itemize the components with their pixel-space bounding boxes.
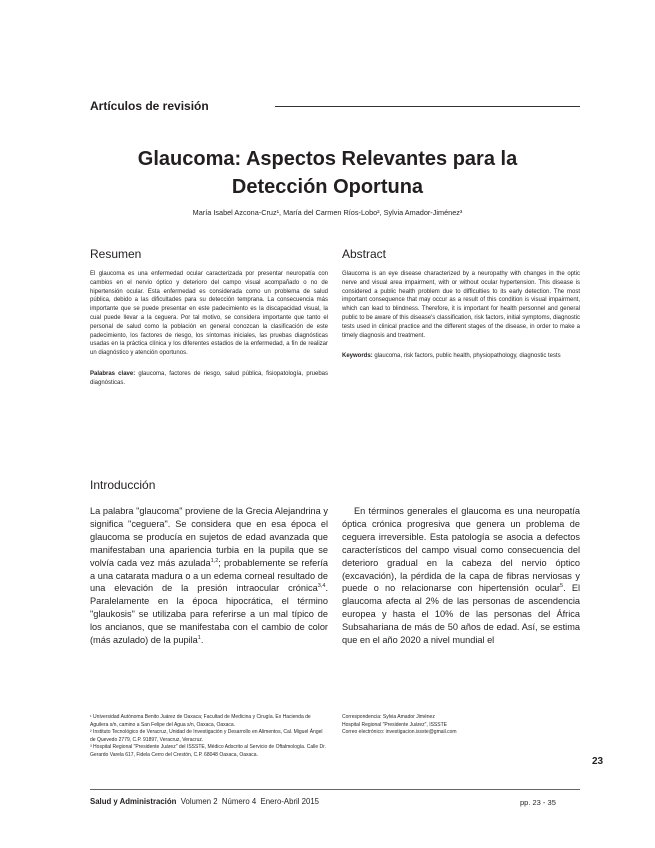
intro-heading: Introducción <box>90 478 156 492</box>
header-rule <box>275 106 580 107</box>
resumen-text: El glaucoma es una enfermedad ocular caracterizada por presentar neuropatía con cambios en el nervio óptico y deterioro del campo visual acompañado o no de hipertensión ocular. Esta enfermedad es considerada como un problema de salud pública, debido a las dificultades para su detección temprana. La consecuencia más importante que se puede presentar en este padecimiento es la discapacidad visual, la cual puede llevar a la ceguera. Por tal motivo, se considera importante que tanto el personal de salud como la población en general conozcan la clasificación de este padecimiento, los factores de riesgo, los síntomas iniciales, las pruebas diagnósticas usadas en la práctica clínica y los diferentes estadios de la enfermedad, a fin de realizar un diagnóstico y atención oportunos. <box>90 271 328 357</box>
intro-col1-part-d: . <box>200 635 204 646</box>
section-label: Artículos de revisión <box>90 99 209 113</box>
intro-col1-part-b: ; probablemente se refería a una catarata madura o a un edema corneal resultado de una elevación de la presión intraocular crónica <box>90 557 328 594</box>
abstract-heading: Abstract <box>342 247 387 261</box>
intro-column-2 <box>342 505 580 647</box>
intro-col1-part-c: . Paralelamente en la época hipocrática, el término "glaukosis" se utilizaba para referirse a un mal típico de los ancianos, que se manifestaba con el cambio de color (más azulado) de la pupila <box>90 583 328 646</box>
correspondence <box>342 714 580 737</box>
intro-column-1 <box>90 505 328 647</box>
resumen-keywords-text: glaucoma, factores de riesgo, salud pública, fisiopatología, pruebas diagnósticas. <box>90 371 328 386</box>
title-line-2: Detección Oportuna <box>231 176 424 198</box>
journal-name: Salud y Administración <box>90 797 177 806</box>
authors: María Isabel Azcona-Cruz¹, María del Carmen Ríos-Lobo², Sylvia Amador-Jiménez³ <box>192 208 463 217</box>
page-number: 23 <box>592 756 604 767</box>
intro-col2-part-a: En términos generales el glaucoma es una neuropatía óptica crónica progresiva que genera un problema de ceguera irreversible. Esta patología se asocia a defectos característicos del campo visual como consecuencia del deterioro gradual en la cabeza del nervio óptico (excavación), la pérdida de la capa de fibras nerviosas y puede o no relacionarse con hipertensión ocular <box>342 506 580 594</box>
resumen-keywords-label: Palabras clave: <box>90 371 136 377</box>
article-title <box>60 145 595 201</box>
intro-col2-part-b: . El glaucoma afecta al 2% de las personas de ascendencia europea y hasta el 10% de las personas del África Subsahariana de más de 50 años de edad. Así, se estima que en el año 2020 a nivel mundial el <box>342 583 580 646</box>
intro-col1-ref-3: 1 <box>197 635 201 641</box>
journal-volume: Volumen 2 <box>180 797 218 806</box>
abstract-keywords-label: Keywords: <box>342 353 373 359</box>
page-range: pp. 23 - 35 <box>520 798 556 807</box>
abstract-keywords <box>342 352 580 361</box>
correspondence-name: Correspondencia: Sylvia Amador Jiménez <box>342 714 435 720</box>
intro-col1-part-a: La palabra "glaucoma" proviene de la Grecia Alejandrina y significa "ceguera". Se considera que en esa época el glaucoma se producía en sujetos de edad avanzada que manifestaban una apariencia turbia en la pupila que se volvía cada vez más azulada <box>90 506 328 568</box>
footer-rule <box>90 789 580 790</box>
abstract-text: Glaucoma is an eye disease characterized by a neuropathy with changes in the optic nerve and visual area impairment, with or without ocular hypertension. This disease is considered a public health problem due to difficulties to its early detection. The most important consequence that may occur as a result of this condition is visual impairment, which can lead to blindness. Therefore, it is important for health personnel and general public to be aware of this disease's classification, risk factors, initial symptoms, diagnostic tests used in clinical practice and the different stages of the disease, in order to make a timely diagnosis and treatment. <box>342 271 580 339</box>
resumen-keywords <box>90 370 328 388</box>
title-line-1: Glaucoma: Aspectos Relevantes para la <box>137 148 518 170</box>
journal-period: Enero-Abril 2015 <box>260 797 320 806</box>
intro-col2-ref-1: 5 <box>560 583 564 590</box>
resumen-heading: Resumen <box>90 247 142 261</box>
intro-col1-ref-2: 3,4 <box>317 583 326 590</box>
intro-col1-ref-1: 1,2 <box>210 557 219 564</box>
abstract-keywords-text: glaucoma, risk factors, public health, physiopathology, diagnostic tests <box>374 353 561 359</box>
footnote-2: ² Instituto Tecnológico de Veracruz, Unidad de Investigación y Desarrollo en Alimentos, Cal. Miguel Ángel de Quevedo 2779, C.P. 91897, Veracruz, Veracruz. <box>90 729 323 743</box>
footnote-1: ¹ Universidad Autónoma Benito Juárez de Oaxaca; Facultad de Medicina y Cirugía. Ex Hacienda de Aguilera s/n, camino a San Felipe del Agua s/n, Oaxaca, Oaxaca. <box>90 714 311 728</box>
correspondence-email: Correo electrónico: investigacion.issste@gmail.com <box>342 729 457 735</box>
affiliation-footnotes <box>90 714 328 759</box>
journal-number: Número 4 <box>221 797 257 806</box>
correspondence-hospital: Hospital Regional "Presidente Juárez", ISSSTE <box>342 721 447 728</box>
footnote-3: ³ Hospital Regional "Presidente Juárez" del ISSSTE, Médico Adscrito al Servicio de Oftalmología. Calle Dr. Gerardo Varela 617, Fidela Cerro del Crestón, C.P. 68048 Oaxaca, Oaxaca. <box>90 744 326 758</box>
journal-info <box>90 797 319 806</box>
